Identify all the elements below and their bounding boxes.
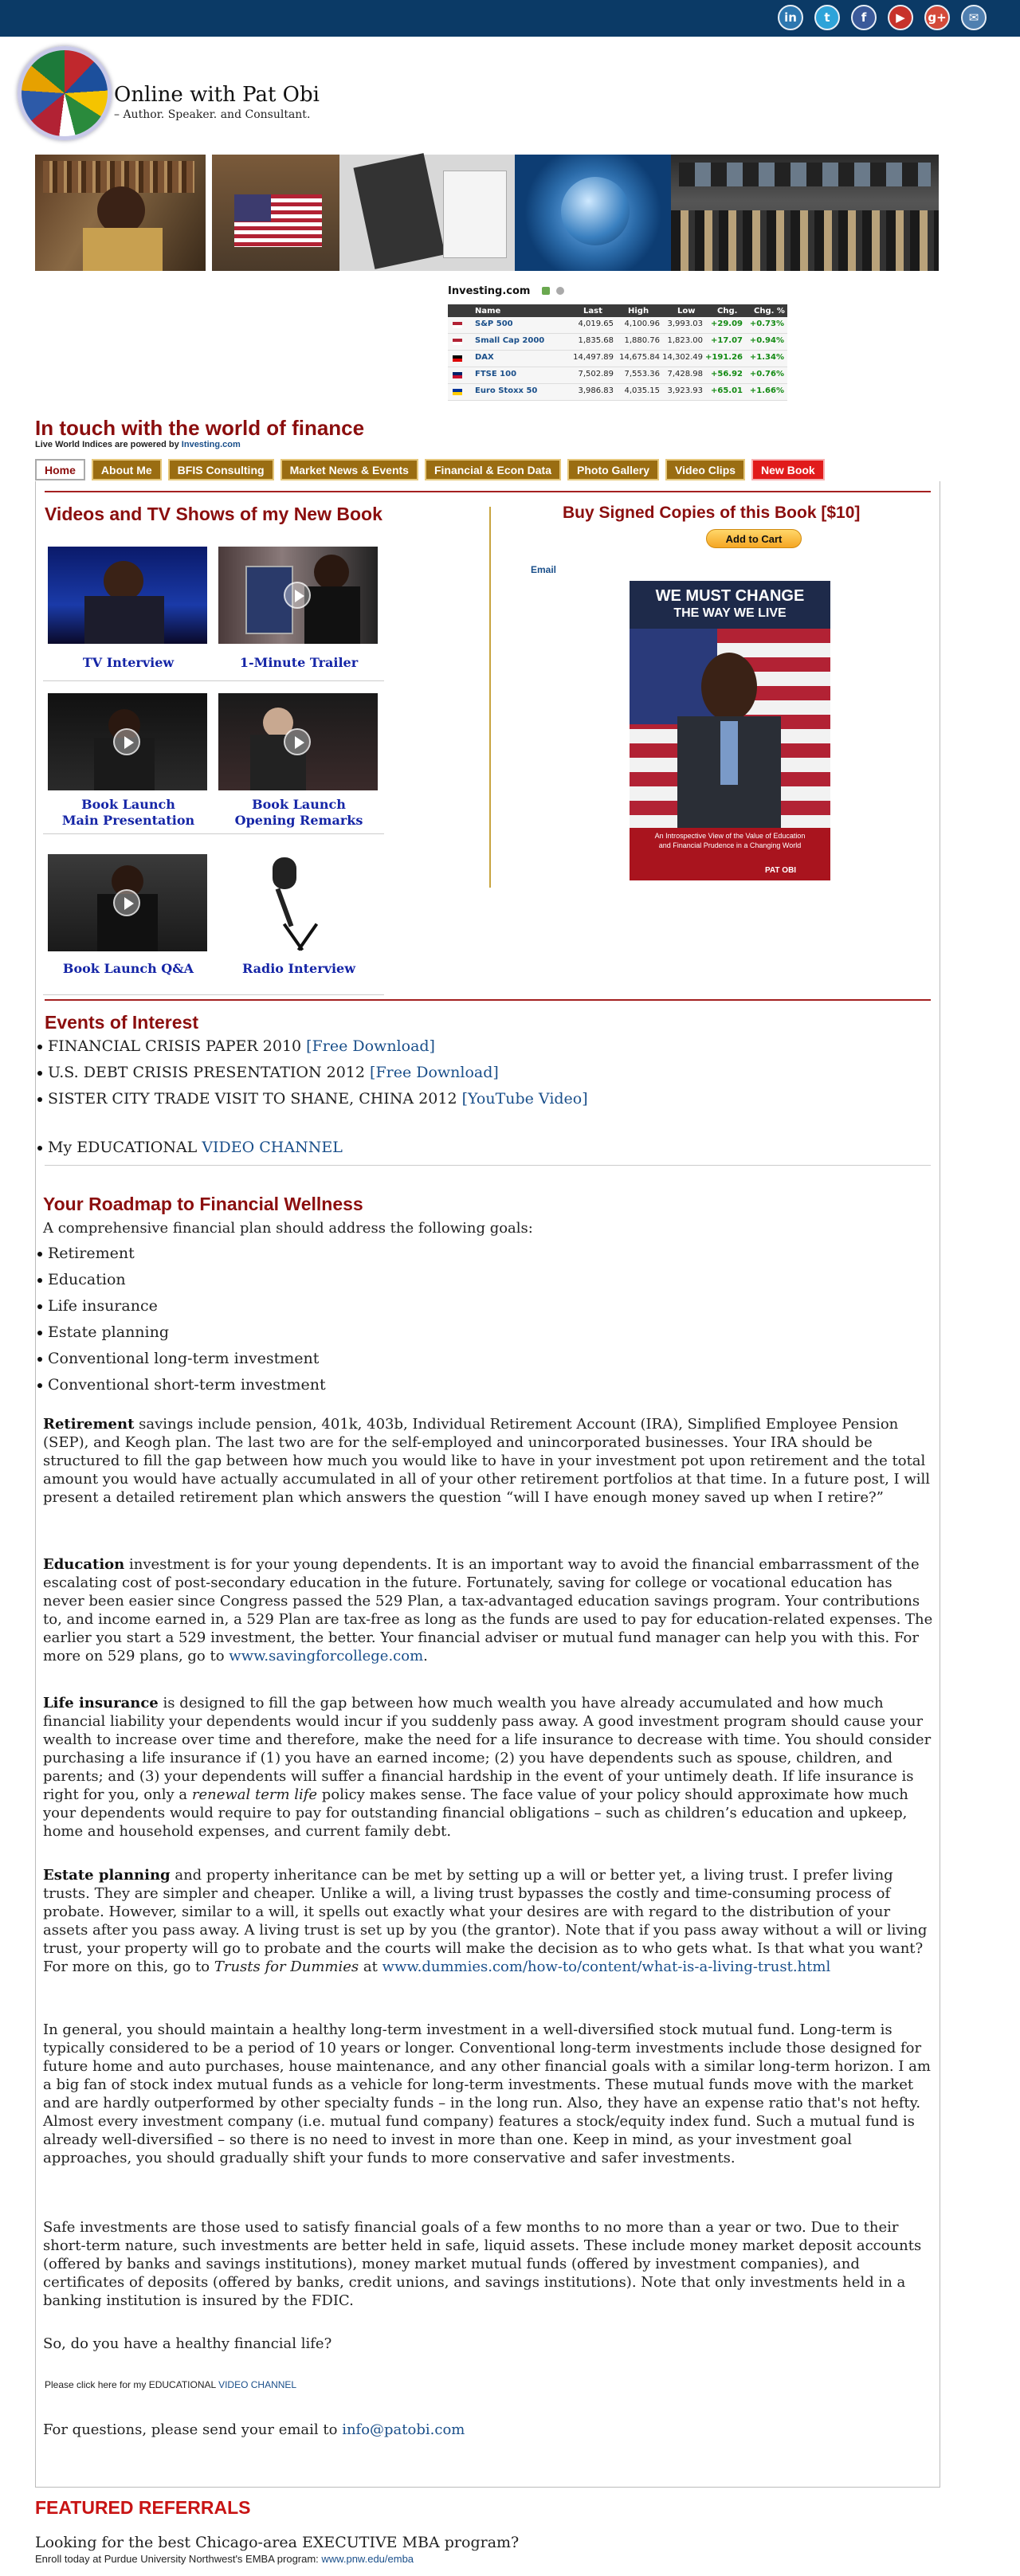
video-caption[interactable]: TV Interview bbox=[82, 655, 175, 670]
index-name[interactable]: DAX bbox=[475, 353, 494, 362]
book-title-line2: THE WAY WE LIVE bbox=[673, 606, 787, 620]
page-heading: In touch with the world of finance bbox=[35, 416, 365, 440]
index-chg-pct: +0.76% bbox=[749, 370, 784, 378]
divider bbox=[214, 994, 384, 995]
flags-globe-logo[interactable] bbox=[18, 46, 112, 140]
main-nav-tabs bbox=[35, 459, 940, 481]
banner-trading-floor bbox=[671, 155, 939, 271]
country-flag-icon bbox=[453, 389, 462, 395]
index-last: 14,497.89 bbox=[573, 353, 614, 362]
goal-item: Education bbox=[48, 1271, 126, 1288]
book-author: PAT OBI bbox=[765, 866, 797, 875]
index-chg-pct: +0.94% bbox=[749, 336, 784, 345]
roadmap-title: Your Roadmap to Financial Wellness bbox=[43, 1194, 363, 1214]
ticker-header bbox=[448, 304, 787, 317]
video-opening-remarks[interactable] bbox=[214, 693, 384, 841]
banner-flag-calculator bbox=[212, 155, 515, 271]
facebook-icon[interactable]: f bbox=[851, 5, 877, 30]
index-chg: +29.09 bbox=[710, 320, 743, 328]
goal-item: Conventional short-term investment bbox=[48, 1376, 326, 1394]
index-high: 14,675.84 bbox=[619, 353, 660, 362]
ticker-row bbox=[448, 317, 787, 334]
divider bbox=[214, 833, 384, 834]
estate-planning-paragraph: Estate planning and property inheritance can be met by setting up a will or better yet, a living trust. I prefer living trusts. They are simpler and cheaper. Unlike a will, a living trust bypasses the costly and time-consuming process of probate. However, similar to a will, it spells out exactly what your desires are with regard to the distribution of your assets after you pass away. A living trust is set up by you (the grantor). Note that if you pass away without a will or living trust, your property will go to probate and the courts will make the decision as to who gets what. Is that what you want? For more on this, go to Trusts for Dummies at www.dummies.com/how-to/content/what-is-a-living-trust.html bbox=[43, 1867, 928, 1975]
divider bbox=[43, 833, 214, 834]
education-paragraph: Education investment is for your young dependents. It is an important way to avoid the financial embarrassment of the escalating cost of post-secondary education in the future. Fortunately, saving for college or vocational education has never been easier since Congress passed the 529 Plan, a tax-advantaged education savings program. Your contributions to, and income earned in, a 529 Plan are tax-free as long as the funds are used to pay for education-related expenses. The earlier you start a 529 investment, the better. Your financial adviser or mutual fund manager can help you with this. For more on 529 plans, go to www.savingforcollege.com. bbox=[43, 1556, 933, 1664]
video-main-presentation[interactable] bbox=[43, 693, 214, 841]
video-trailer[interactable] bbox=[214, 547, 384, 690]
divider bbox=[45, 1165, 931, 1166]
email-icon[interactable]: ✉ bbox=[961, 5, 987, 30]
video-thumbnail[interactable] bbox=[48, 547, 207, 644]
video-caption-line1[interactable]: Book Launch bbox=[252, 797, 346, 812]
powered-by-text: Live World Indices are powered by Investing.com bbox=[35, 440, 241, 449]
long-term-paragraph: In general, you should maintain a healthy long-term investment in a well-diversified stock mutual fund. Long-term is typically considered to be a period of 10 years or longer. Conventional long-term investments include those designed for future home and auto purchases, house maintenance, and any other financial goals with a similar long-term horizon. I am a big fan of stock index mutual funds as a vehicle for long-term investments. These mutual funds move with the market and are hardly outperformed by other specialty funds – in the long run. Also, they have an expense ratio that's not hefty. Almost every investment company (i.e. mutual fund company) features a stock/equity index fund. Such a mutual fund is already well-diversified – so there is no need to invest in more than one. Keep in mind, as your investment goal approaches, you should gradually shift your funds to more conservative and safer investments. bbox=[43, 2021, 931, 2166]
googleplus-icon[interactable]: g+ bbox=[924, 5, 950, 30]
video-radio-interview[interactable] bbox=[214, 854, 384, 998]
contact-text: For questions, please send your email to info@patobi.com bbox=[43, 2421, 465, 2438]
video-thumbnail[interactable] bbox=[48, 854, 207, 951]
event-link[interactable]: [Free Download] bbox=[370, 1064, 499, 1081]
index-chg-pct: +1.34% bbox=[749, 353, 784, 362]
market-ticker-widget bbox=[448, 282, 787, 403]
video-caption[interactable]: Radio Interview bbox=[242, 961, 355, 976]
index-chg: +17.07 bbox=[710, 336, 743, 345]
tab-home[interactable]: Home bbox=[35, 459, 85, 480]
goal-item: Life insurance bbox=[48, 1297, 158, 1315]
goal-item: Estate planning bbox=[48, 1323, 170, 1341]
investing-logo[interactable]: Investing.com bbox=[448, 285, 531, 297]
col-last: Last bbox=[583, 307, 602, 316]
index-high: 1,880.76 bbox=[624, 336, 660, 345]
play-icon[interactable] bbox=[113, 728, 140, 755]
event-link[interactable]: [Free Download] bbox=[306, 1037, 435, 1055]
index-chg-pct: +1.66% bbox=[749, 386, 784, 395]
video-tv-interview[interactable] bbox=[43, 547, 214, 690]
section-divider bbox=[45, 491, 931, 492]
video-channel-link[interactable]: VIDEO CHANNEL bbox=[218, 2379, 297, 2390]
index-low: 3,923.93 bbox=[667, 386, 703, 395]
life-insurance-paragraph: Life insurance is designed to fill the gap between how much wealth you have already accumulated and how much financial liability your dependents would incur if you suddenly pass away. A good investment program should cause your wealth to increase over time and therefore, make the need for a life insurance to decrease with time. You should consider purchasing a life insurance if (1) you have an earned income; (2) you have dependents such as spouse, children, and parents; and (3) your dependents will suffer a financial hardship in the event of your untimely death. If life insurance is right for you, only a renewal term life policy makes sense. The face value of your policy should approximate how much your dependents would require to pay for outstanding financial obligations – such as children’s education and upkeep, home and household expenses, and current family debt. bbox=[43, 1695, 932, 1840]
savingforcollege-link[interactable]: www.savingforcollege.com bbox=[229, 1648, 424, 1664]
country-flag-icon bbox=[453, 355, 462, 362]
android-icon[interactable] bbox=[542, 287, 550, 295]
index-name[interactable]: Euro Stoxx 50 bbox=[475, 386, 538, 395]
index-last: 7,502.89 bbox=[578, 370, 614, 378]
video-channel-link[interactable]: VIDEO CHANNEL bbox=[202, 1139, 343, 1156]
linkedin-icon[interactable]: in bbox=[778, 5, 803, 30]
index-high: 4,100.96 bbox=[624, 320, 660, 328]
index-low: 14,302.49 bbox=[662, 353, 703, 362]
index-high: 4,035.15 bbox=[624, 386, 660, 395]
index-last: 1,835.68 bbox=[578, 336, 614, 345]
col-name: Name bbox=[475, 307, 501, 316]
index-last: 4,019.65 bbox=[578, 320, 614, 328]
video-channel-note: Please click here for my EDUCATIONAL VIDEO CHANNEL bbox=[45, 2379, 297, 2390]
vertical-divider bbox=[489, 507, 491, 888]
tab-bfis-consulting[interactable]: BFIS Consulting bbox=[168, 459, 274, 480]
divider bbox=[43, 994, 214, 995]
index-low: 1,823.00 bbox=[667, 336, 703, 345]
contact-email-link[interactable]: info@patobi.com bbox=[342, 2421, 465, 2438]
index-last: 3,986.83 bbox=[578, 386, 614, 395]
tab-video-clips[interactable]: Video Clips bbox=[665, 459, 745, 480]
ticker-row bbox=[448, 334, 787, 351]
events-title: Events of Interest bbox=[45, 1012, 198, 1033]
videos-title: Videos and TV Shows of my New Book bbox=[45, 504, 382, 524]
goal-item: Conventional long-term investment bbox=[48, 1350, 320, 1367]
investing-link[interactable]: Investing.com bbox=[181, 440, 241, 449]
index-chg: +191.26 bbox=[705, 353, 743, 362]
tab-market-news[interactable]: Market News & Events bbox=[280, 459, 418, 480]
banner-author-photo bbox=[35, 155, 206, 271]
video-caption[interactable]: 1-Minute Trailer bbox=[239, 655, 359, 670]
index-low: 7,428.98 bbox=[667, 370, 703, 378]
event-link[interactable]: [YouTube Video] bbox=[461, 1090, 588, 1108]
index-high: 7,553.36 bbox=[624, 370, 660, 378]
play-icon[interactable] bbox=[113, 889, 140, 916]
site-tagline: – Author. Speaker. and Consultant. bbox=[114, 108, 311, 121]
play-icon[interactable] bbox=[284, 582, 311, 609]
book-subtitle: An Introspective View of the Value of Education and Financial Prudence in a Changing World bbox=[654, 832, 806, 849]
video-thumbnail[interactable] bbox=[48, 693, 207, 790]
index-chg: +65.01 bbox=[710, 386, 743, 395]
video-thumbnail[interactable] bbox=[218, 693, 378, 790]
book-title-line1: WE MUST CHANGE bbox=[655, 587, 805, 605]
col-chg: Chg. bbox=[717, 307, 738, 316]
ticker-row bbox=[448, 384, 787, 401]
event-item: FINANCIAL CRISIS PAPER 2010 [Free Download] bbox=[48, 1037, 435, 1055]
section-divider bbox=[45, 999, 931, 1001]
youtube-icon[interactable]: ▶ bbox=[888, 5, 913, 30]
index-low: 3,993.03 bbox=[667, 320, 703, 328]
index-name[interactable]: Small Cap 2000 bbox=[475, 336, 545, 345]
pnw-emba-link[interactable]: www.pnw.edu/emba bbox=[321, 2553, 414, 2565]
tab-new-book[interactable]: New Book bbox=[751, 459, 825, 480]
tab-photo-gallery[interactable]: Photo Gallery bbox=[567, 459, 659, 480]
featured-referrals-title: FEATURED REFERRALS bbox=[35, 2497, 251, 2518]
short-term-paragraph: Safe investments are those used to satisfy financial goals of a few months to no more than a year or two. Due to their short-term nature, such investments are better held in safe, liquid assets. These include money market deposit accounts (offered by banks and savings institutions), money market mutual funds (offered by investment companies), and certificates of deposits (offered by banks, credit unions, and savings institutions). Note that only investments held in a banking institution is insured by the FDIC. bbox=[43, 2219, 922, 2309]
retirement-paragraph: Retirement savings include pension, 401k, 403b, Individual Retirement Account (IRA), Simplified Employee Pension (SEP), and Keogh plan. The last two are for the self-employed and unincorporated businesses. Your IRA should be structured to fill the gap between how much you would like to have in your investment pot upon retirement and the total amount you would have actually accumulated in all of your other retirement portfolios at that time. In a future post, I will present a detailed retirement plan which answers the question “will I have enough money saved up when I retire?” bbox=[43, 1416, 931, 1506]
event-item: My EDUCATIONAL VIDEO CHANNEL bbox=[48, 1139, 343, 1156]
add-to-cart-button[interactable]: Add to Cart bbox=[706, 529, 802, 548]
divider bbox=[214, 680, 384, 681]
index-chg: +56.92 bbox=[710, 370, 743, 378]
col-low: Low bbox=[677, 307, 696, 316]
apple-icon[interactable] bbox=[556, 287, 564, 295]
top-bar bbox=[0, 0, 1020, 37]
divider bbox=[43, 680, 214, 681]
index-chg-pct: +0.73% bbox=[749, 320, 784, 328]
tab-about-me[interactable]: About Me bbox=[92, 459, 162, 480]
country-flag-icon bbox=[453, 372, 462, 378]
video-thumbnail[interactable] bbox=[218, 547, 378, 644]
goal-item: Retirement bbox=[48, 1245, 135, 1262]
email-link[interactable]: Email bbox=[531, 564, 557, 575]
video-caption[interactable]: Book Launch Q&A bbox=[62, 961, 194, 976]
dummies-link[interactable]: www.dummies.com/how-to/content/what-is-a-living-trust.html bbox=[382, 1958, 831, 1975]
microphone-icon[interactable] bbox=[263, 857, 335, 953]
video-caption-line1[interactable]: Book Launch bbox=[81, 797, 175, 812]
featured-enroll: Enroll today at Purdue University Northwest's EMBA program: www.pnw.edu/emba bbox=[35, 2553, 414, 2565]
banner-globe bbox=[515, 155, 671, 271]
event-item: SISTER CITY TRADE VISIT TO SHANE, CHINA 2012 [YouTube Video] bbox=[48, 1090, 588, 1108]
book-cover-image[interactable] bbox=[630, 581, 830, 880]
video-caption-line2[interactable]: Main Presentation bbox=[61, 813, 195, 828]
video-book-launch-qa[interactable] bbox=[43, 854, 214, 998]
index-name[interactable]: FTSE 100 bbox=[475, 370, 517, 378]
ticker-row bbox=[448, 351, 787, 367]
question-text: So, do you have a healthy financial life? bbox=[43, 2335, 332, 2352]
featured-question: Looking for the best Chicago-area EXECUTIVE MBA program? bbox=[35, 2534, 520, 2551]
video-caption-line2[interactable]: Opening Remarks bbox=[234, 813, 363, 828]
site-title[interactable]: Online with Pat Obi bbox=[114, 83, 320, 107]
country-flag-icon bbox=[453, 339, 462, 345]
event-item: U.S. DEBT CRISIS PRESENTATION 2012 [Free Download] bbox=[48, 1064, 499, 1081]
index-name[interactable]: S&P 500 bbox=[475, 320, 513, 328]
col-chg-pct: Chg. % bbox=[754, 307, 785, 316]
play-icon[interactable] bbox=[284, 728, 311, 755]
tab-financial-data[interactable]: Financial & Econ Data bbox=[425, 459, 561, 480]
ticker-row bbox=[448, 367, 787, 384]
country-flag-icon bbox=[453, 322, 462, 328]
twitter-icon[interactable]: t bbox=[814, 5, 840, 30]
roadmap-intro: A comprehensive financial plan should address the following goals: bbox=[43, 1220, 533, 1237]
buy-title: Buy Signed Copies of this Book [$10] bbox=[563, 504, 861, 522]
col-high: High bbox=[628, 307, 649, 316]
